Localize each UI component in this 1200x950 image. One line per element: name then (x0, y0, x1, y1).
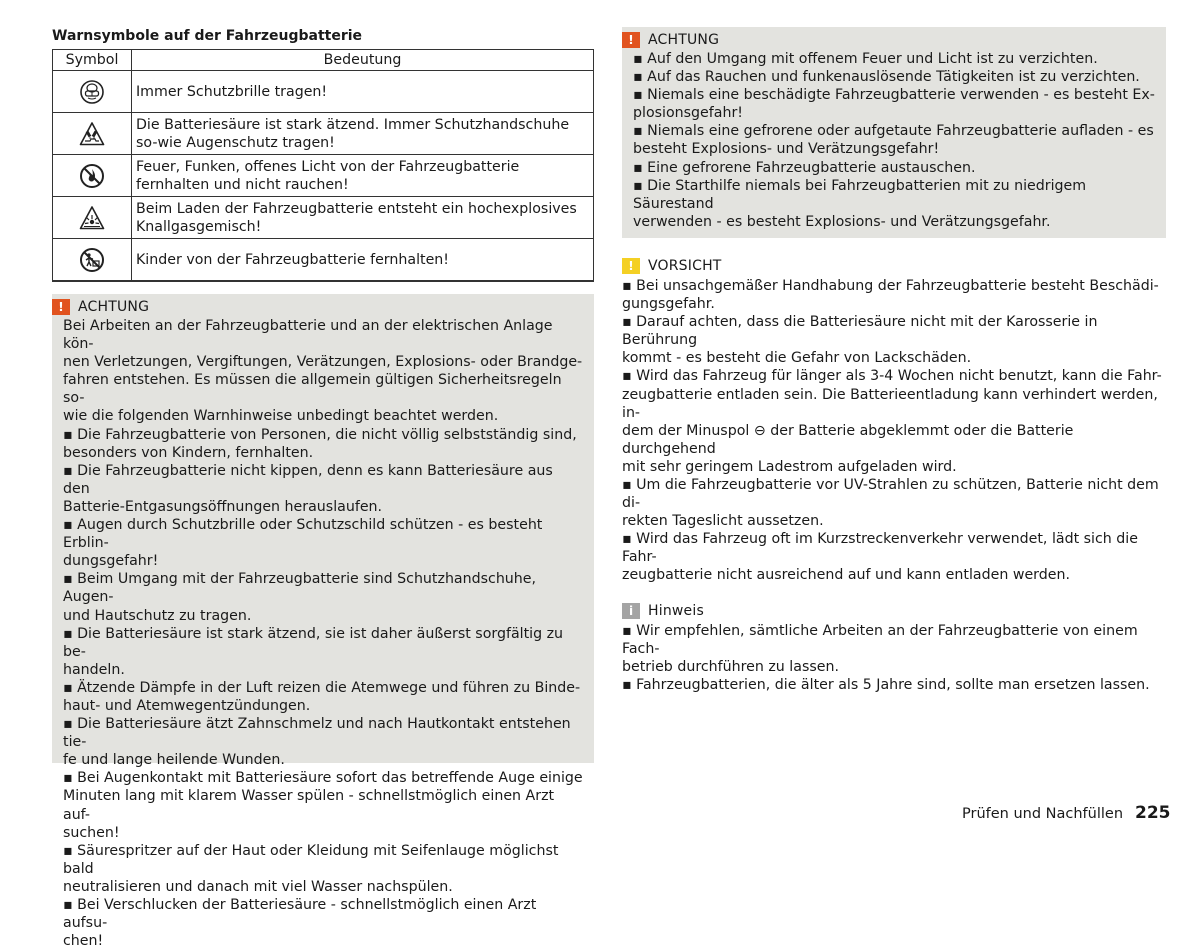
caution-header (622, 256, 1166, 276)
text-line: ▪ Auf das Rauchen und funkenauslösende Tätigkeiten ist zu verzichten. (633, 69, 1140, 86)
acid-corrosion-icon (79, 121, 105, 147)
page-number: 225 (1135, 803, 1171, 823)
text-line: haut- und Atemwegentzündungen. (63, 697, 311, 714)
explosive-icon (79, 205, 105, 231)
text-line: zeugbatterie entladen sein. Die Batterieentladung kann verhindert werden, in- (622, 386, 1158, 421)
text-line: ▪ Fahrzeugbatterien, die älter als 5 Jahre sind, sollte man ersetzen lassen. (622, 676, 1150, 693)
text-line: betrieb durchführen zu lassen. (622, 658, 839, 675)
note-body (622, 622, 1166, 694)
info-icon: i (622, 603, 640, 619)
header-symbol: Symbol (53, 50, 132, 71)
text-line: ▪ Bei unsachgemäßer Handhabung der Fahrzeugbatterie besteht Beschädi- (622, 277, 1159, 294)
text-line: plosionsgefahr! (633, 105, 743, 122)
text-line: fahren entstehen. Es müssen die allgemein gültigen Sicherheitsregeln so- (63, 372, 562, 407)
text-line: kommt - es besteht die Gefahr von Lackschäden. (622, 350, 972, 367)
text-line: ▪ Auf den Umgang mit offenem Feuer und Licht ist zu verzichten. (633, 51, 1098, 67)
caution-exclamation-icon: ! (622, 258, 640, 274)
right-column (622, 27, 1166, 694)
warning-symbols-table (52, 49, 594, 282)
text-line: ▪ Die Batteriesäure ätzt Zahnschmelz und nach Hautkontakt entstehen tie- (63, 716, 571, 751)
text-line: Batterie-Entgasungsöffnungen herauslaufen. (63, 498, 383, 515)
text-line: ▪ Die Fahrzeugbatterie von Personen, die nicht völlig selbstständig sind, (63, 426, 577, 443)
text-line: ▪ Darauf achten, dass die Batteriesäure nicht mit der Karosserie in Berührung (622, 314, 1098, 349)
header-meaning: Bedeutung (132, 50, 594, 71)
text-line: ▪ Wir empfehlen, sämtliche Arbeiten an der Fahrzeugbatterie von einem Fach- (622, 622, 1138, 657)
text-line: ▪ Wird das Fahrzeug für länger als 3-4 Wochen nicht benutzt, kann die Fahr- (622, 368, 1162, 385)
safety-goggles-icon (79, 79, 105, 105)
text-line: ▪ Beim Umgang mit der Fahrzeugbatterie sind Schutzhandschuhe, Augen- (63, 571, 537, 606)
table-row (53, 155, 594, 197)
text-line: ▪ Die Fahrzeugbatterie nicht kippen, denn es kann Batteriesäure aus den (63, 462, 553, 497)
table-row (53, 197, 594, 239)
text-line: wie die folgenden Warnhinweise unbedingt beachtet werden. (63, 408, 499, 425)
text-line: suchen! (63, 824, 120, 841)
text-line: Bei Arbeiten an der Fahrzeugbatterie und an der elektrischen Anlage kön- (63, 318, 553, 353)
row-text: Kinder von der Fahrzeugbatterie fernhalten! (132, 239, 594, 282)
text-line: chen! (63, 933, 104, 950)
text-line: ▪ Eine gefrorene Fahrzeugbatterie austauschen. (633, 159, 976, 176)
text-line: dungsgefahr! (63, 553, 159, 570)
warning-body (63, 317, 583, 950)
text-line: fe und lange heilende Wunden. (63, 752, 285, 769)
no-fire-icon (79, 163, 105, 189)
text-line: verwenden - es besteht Explosions- und Verätzungsgefahr. (633, 213, 1051, 230)
text-line: ▪ Die Batteriesäure ist stark ätzend, sie ist daher äußerst sorgfältig zu be- (63, 625, 564, 660)
warning-heading: ACHTUNG (78, 299, 150, 315)
caution-heading: VORSICHT (648, 257, 722, 274)
text-line: und Hautschutz zu tragen. (63, 607, 252, 624)
text-line: ▪ Die Starthilfe niemals bei Fahrzeugbatterien mit zu niedrigem Säurestand (633, 177, 1087, 212)
table-row (53, 113, 594, 155)
right-warning-box (622, 27, 1166, 238)
warning-exclamation-icon: ! (622, 32, 640, 48)
warning-body (633, 50, 1155, 231)
row-text: Feuer, Funken, offenes Licht von der Fahrzeugbatterie fernhalten und nicht rauchen! (132, 155, 594, 197)
text-line: ▪ Bei Augenkontakt mit Batteriesäure sofort das betreffende Auge einige (63, 770, 583, 787)
footer-section-title: Prüfen und Nachfüllen (962, 806, 1124, 822)
text-line: ▪ Wird das Fahrzeug oft im Kurzstreckenverkehr verwendet, lädt sich die Fahr- (622, 531, 1138, 566)
table-row (53, 239, 594, 282)
row-text: Beim Laden der Fahrzeugbatterie entsteht ein hochexplosives Knallgasgemisch! (132, 197, 594, 239)
text-line: handeln. (63, 661, 125, 678)
table-title: Warnsymbole auf der Fahrzeugbatterie (52, 28, 363, 44)
text-line: ▪ Ätzende Dämpfe in der Luft reizen die Atemwege und führen zu Binde- (63, 679, 581, 696)
warning-heading: ACHTUNG (648, 32, 720, 48)
row-text: Immer Schutzbrille tragen! (132, 71, 594, 113)
table-row (53, 71, 594, 113)
text-line: besonders von Kindern, fernhalten. (63, 444, 314, 461)
text-line: mit sehr geringem Ladestrom aufgeladen wird. (622, 458, 957, 475)
keep-children-away-icon (79, 247, 105, 273)
text-line: ▪ Säurespritzer auf der Haut oder Kleidung mit Seifenlauge möglichst bald (63, 842, 559, 877)
note-section (622, 601, 1166, 694)
text-line: ▪ Niemals eine beschädigte Fahrzeugbatterie verwenden - es besteht Ex- (633, 87, 1155, 104)
text-line: dem der Minuspol ⊖ der Batterie abgeklemmt oder die Batterie durchgehend (622, 422, 1074, 457)
text-line: ▪ Augen durch Schutzbrille oder Schutzschild schützen - es besteht Erblin- (63, 517, 543, 552)
row-text: Die Batteriesäure ist stark ätzend. Immer Schutzhandschuhe so-wie Augenschutz tragen! (132, 113, 594, 155)
text-line: zeugbatterie nicht ausreichend auf und kann entladen werden. (622, 567, 1070, 584)
left-column (52, 27, 594, 950)
text-line: neutralisieren und danach mit viel Wasser nachspülen. (63, 878, 453, 895)
text-line: ▪ Niemals eine gefrorene oder aufgetaute Fahrzeugbatterie aufladen - es (633, 123, 1154, 140)
warning-exclamation-icon: ! (52, 299, 70, 315)
text-line: Minuten lang mit klarem Wasser spülen - schnellstmöglich einen Arzt auf- (63, 788, 555, 823)
warning-header (52, 297, 583, 317)
text-line: rekten Tageslicht aussetzen. (622, 513, 824, 530)
caution-body (622, 277, 1166, 585)
text-line: nen Verletzungen, Vergiftungen, Verätzungen, Explosions- oder Brandge- (63, 354, 583, 371)
caution-section (622, 256, 1166, 585)
text-line: besteht Explosions- und Verätzungsgefahr! (633, 141, 940, 158)
text-line: ▪ Bei Verschlucken der Batteriesäure - schnellstmöglich einen Arzt aufsu- (63, 897, 537, 932)
text-line: ▪ Um die Fahrzeugbatterie vor UV-Strahlen zu schützen, Batterie nicht dem di- (622, 476, 1159, 512)
note-heading: Hinweis (648, 602, 704, 619)
note-header (622, 601, 1166, 621)
table-header-row (53, 50, 594, 71)
left-warning-box (52, 294, 594, 950)
text-line: gungsgefahr. (622, 296, 715, 313)
warning-header (622, 30, 1155, 50)
